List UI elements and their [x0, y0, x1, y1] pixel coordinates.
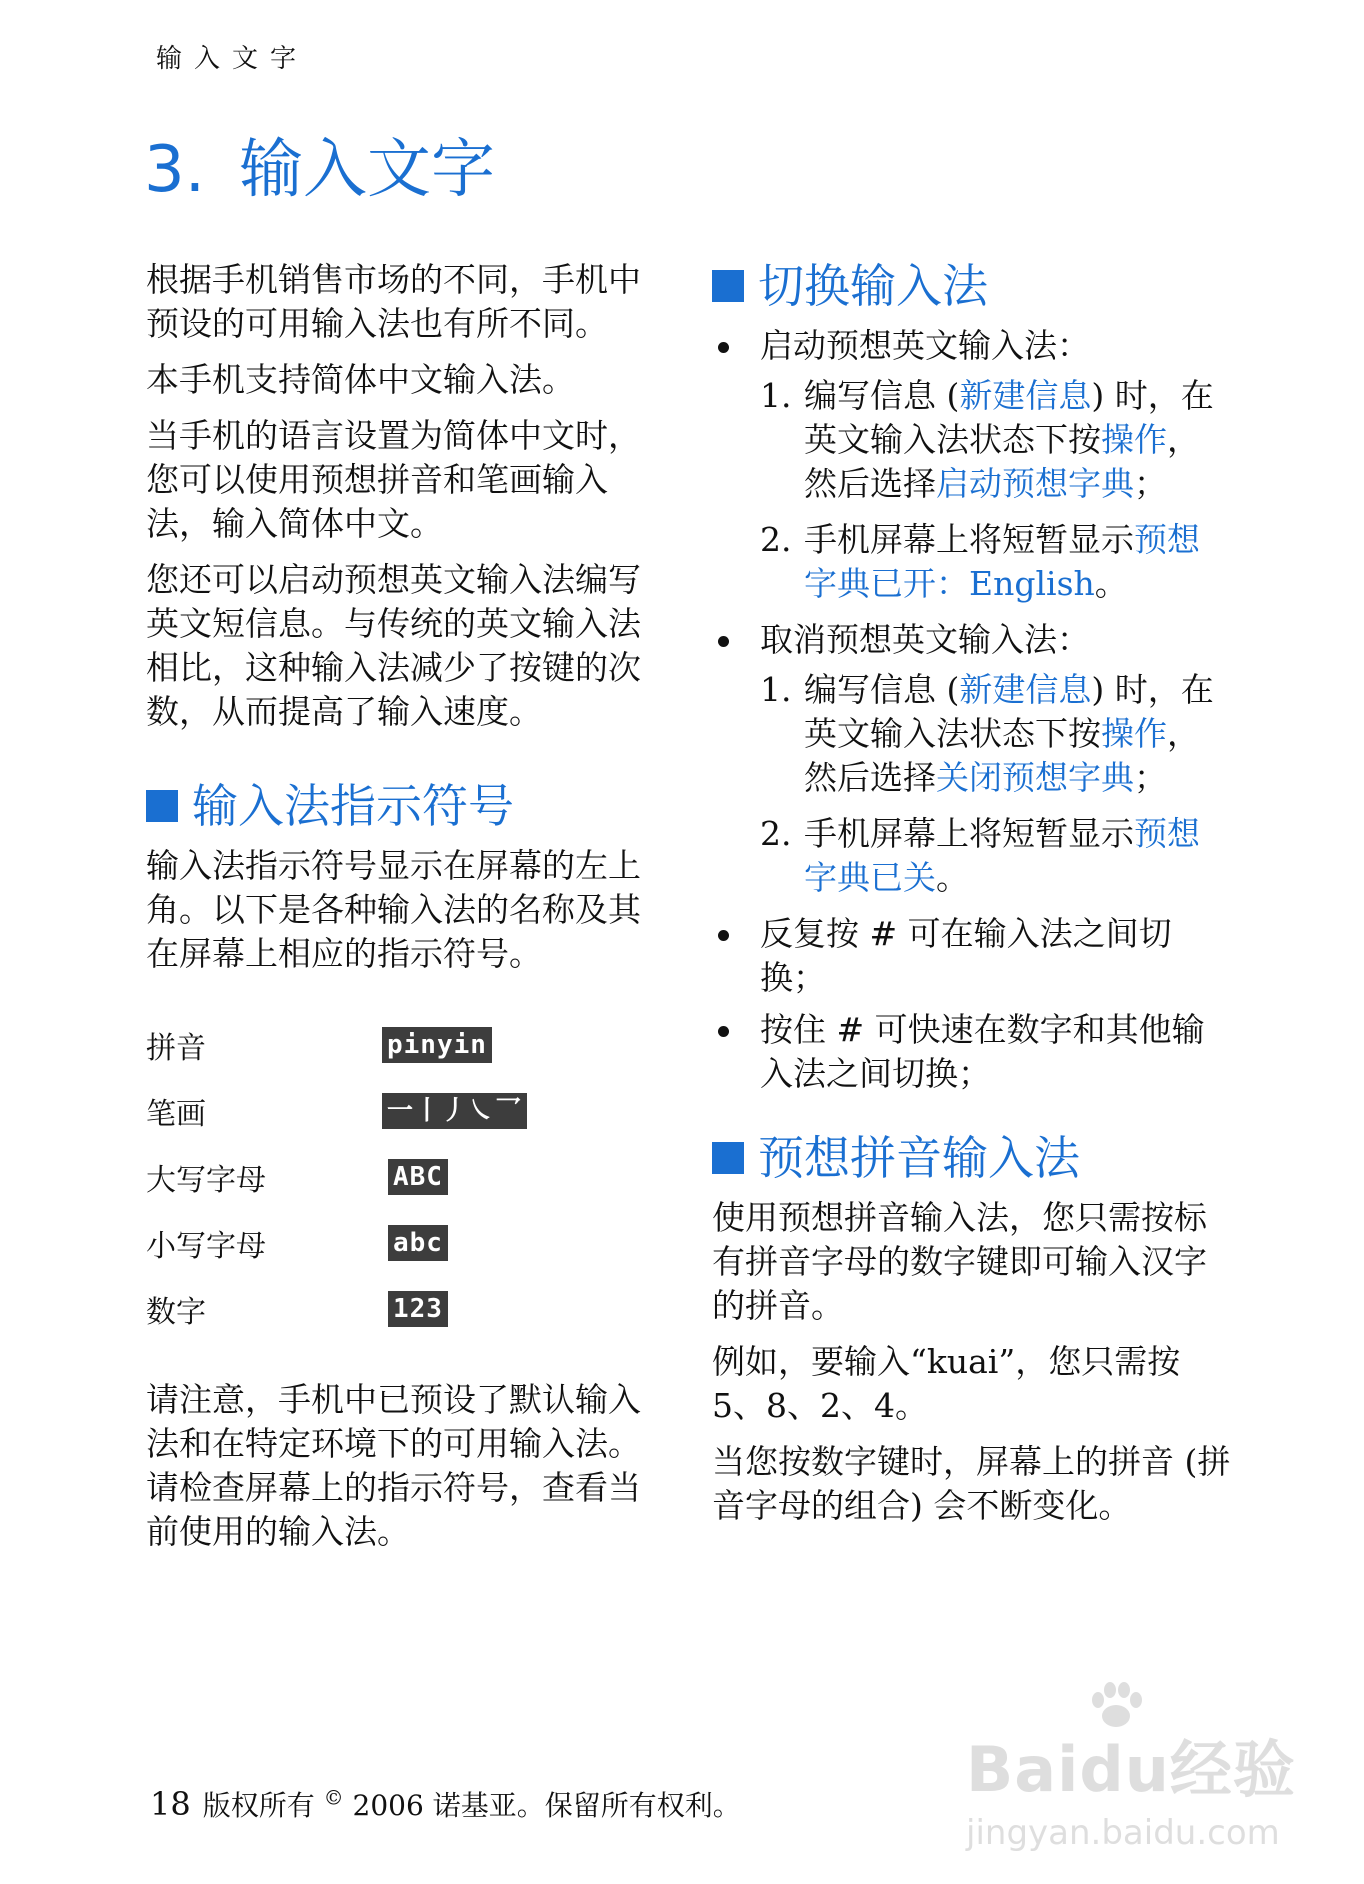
- options-link[interactable]: 操作: [1101, 714, 1167, 753]
- section-heading-text: 预想拼音输入法: [758, 1131, 1080, 1185]
- intro-paragraph-3: 当手机的语言设置为简体中文时，您可以使用预想拼音和笔画输入法，输入简体中文。: [146, 416, 641, 543]
- step-text: ) 时，在英文输入法状态下按: [804, 376, 1214, 459]
- intro-paragraph-1: 根据手机销售市场的不同，手机中预设的可用输入法也有所不同。: [146, 260, 641, 343]
- step-text: 编写信息 (: [804, 670, 960, 709]
- pinyin-indicator-icon: pinyin: [382, 1027, 492, 1063]
- step-number: 1.: [760, 670, 792, 709]
- list-item: [712, 618, 1232, 900]
- pinyin-paragraph-3: 当您按数字键时，屏幕上的拼音 (拼音字母的组合) 会不断变化。: [712, 1442, 1231, 1525]
- right-column: [712, 258, 1232, 1540]
- list-item: [760, 812, 1232, 900]
- copyright-label: 版权所有: [202, 1789, 315, 1822]
- list-item: [760, 374, 1232, 506]
- step-text: 。: [1094, 564, 1128, 603]
- indicator-label: 数字: [146, 1295, 206, 1330]
- toggle-hint: 反复按 # 可在输入法之间切换；: [760, 914, 1172, 997]
- copyright-text: 2006 诺基亚。保留所有权利。: [352, 1789, 741, 1822]
- watermark-logo: Baidu经验: [966, 1733, 1296, 1806]
- section-heading-switch: [712, 258, 1232, 314]
- chapter-title-text: 输入文字: [239, 133, 496, 207]
- step-text: 编写信息 (: [804, 376, 960, 415]
- chapter-title: [144, 118, 495, 210]
- numeric-indicator-icon: 123: [388, 1291, 448, 1327]
- lowercase-indicator-icon: abc: [388, 1225, 448, 1261]
- list-item: [712, 1008, 1232, 1096]
- paw-icon: [1086, 1680, 1146, 1730]
- options-link[interactable]: 操作: [1101, 420, 1167, 459]
- step-number: 2.: [760, 520, 792, 559]
- watermark-url: jingyan.baidu.com: [966, 1813, 1280, 1853]
- pinyin-paragraph-1: 使用预想拼音输入法，您只需按标有拼音字母的数字键即可输入汉字的拼音。: [712, 1198, 1207, 1325]
- section-square-icon: [712, 1142, 744, 1174]
- disable-predictive-label: 取消预想英文输入法：: [760, 620, 1090, 659]
- uppercase-indicator-icon: ABC: [388, 1159, 448, 1195]
- indicator-row-lowercase: [146, 1210, 666, 1276]
- indicator-label: 拼音: [146, 1031, 206, 1066]
- enable-steps: [760, 374, 1232, 606]
- switch-list: [712, 324, 1232, 1096]
- page-number: 18: [150, 1785, 191, 1823]
- disable-steps: [760, 668, 1232, 900]
- running-header: 输入文字: [156, 44, 309, 74]
- step-text: ；: [1134, 758, 1167, 797]
- indicator-label: 大写字母: [146, 1163, 266, 1198]
- dictionary-on-message: 预想字典已开：English: [804, 520, 1200, 603]
- step-text: ，然后选择: [804, 420, 1200, 503]
- step-text: ) 时，在英文输入法状态下按: [804, 670, 1214, 753]
- section-heading-pinyin: [712, 1130, 1232, 1186]
- step-text: 手机屏幕上将短暂显示: [804, 814, 1134, 853]
- list-item: [712, 912, 1232, 1000]
- section-square-icon: [712, 270, 744, 302]
- list-item: [760, 668, 1232, 800]
- list-item: [712, 324, 1232, 606]
- step-text: 。: [936, 858, 969, 897]
- disable-dictionary-link[interactable]: 关闭预想字典: [936, 758, 1134, 797]
- intro-paragraph-2: 本手机支持简体中文输入法。: [146, 360, 575, 399]
- indicator-label: 小写字母: [146, 1229, 266, 1264]
- copyright-symbol: ©: [323, 1785, 344, 1810]
- indicator-label: 笔画: [146, 1097, 206, 1132]
- step-text: 手机屏幕上将短暂显示: [804, 520, 1134, 559]
- indicator-description: 输入法指示符号显示在屏幕的左上角。以下是各种输入法的名称及其在屏幕上相应的指示符号。: [146, 846, 641, 973]
- enable-dictionary-link[interactable]: 启动预想字典: [936, 464, 1134, 503]
- list-item: [760, 518, 1232, 606]
- new-message-link[interactable]: 新建信息: [959, 376, 1092, 415]
- section-heading-text: 输入法指示符号: [192, 779, 514, 833]
- step-number: 1.: [760, 376, 792, 415]
- hold-hint: 按住 # 可快速在数字和其他输入法之间切换；: [760, 1010, 1205, 1093]
- step-number: 2.: [760, 814, 792, 853]
- intro-paragraph-4: 您还可以启动预想英文输入法编写英文短信息。与传统的英文输入法相比，这种输入法减少了按键的次数，从而提高了输入速度。: [146, 560, 641, 731]
- indicator-row-stroke: [146, 1078, 666, 1144]
- indicator-row-uppercase: [146, 1144, 666, 1210]
- new-message-link[interactable]: 新建信息: [959, 670, 1092, 709]
- dictionary-off-message: 预想字典已关: [804, 814, 1200, 897]
- left-column: [146, 258, 666, 1566]
- step-text: ；: [1134, 464, 1167, 503]
- stroke-indicator-icon: 一丨丿㇏乛: [382, 1093, 527, 1129]
- section-heading-indicators: [146, 778, 666, 834]
- baidu-watermark: [966, 1680, 1296, 1853]
- step-text: ，然后选择: [804, 714, 1200, 797]
- indicator-row-pinyin: [146, 1012, 666, 1078]
- chapter-number: 3.: [144, 133, 206, 207]
- section-heading-text: 切换输入法: [758, 259, 988, 313]
- section-square-icon: [146, 790, 178, 822]
- indicator-note: 请注意，手机中已预设了默认输入法和在特定环境下的可用输入法。请检查屏幕上的指示符号，查看当前使用的输入法。: [146, 1380, 641, 1551]
- pinyin-paragraph-2: 例如，要输入“kuai”，您只需按 5、8、2、4。: [712, 1342, 1181, 1425]
- indicator-row-numeric: [146, 1276, 666, 1342]
- indicator-table: [146, 1012, 666, 1342]
- enable-predictive-label: 启动预想英文输入法：: [760, 326, 1090, 365]
- page-footer: [150, 1784, 741, 1824]
